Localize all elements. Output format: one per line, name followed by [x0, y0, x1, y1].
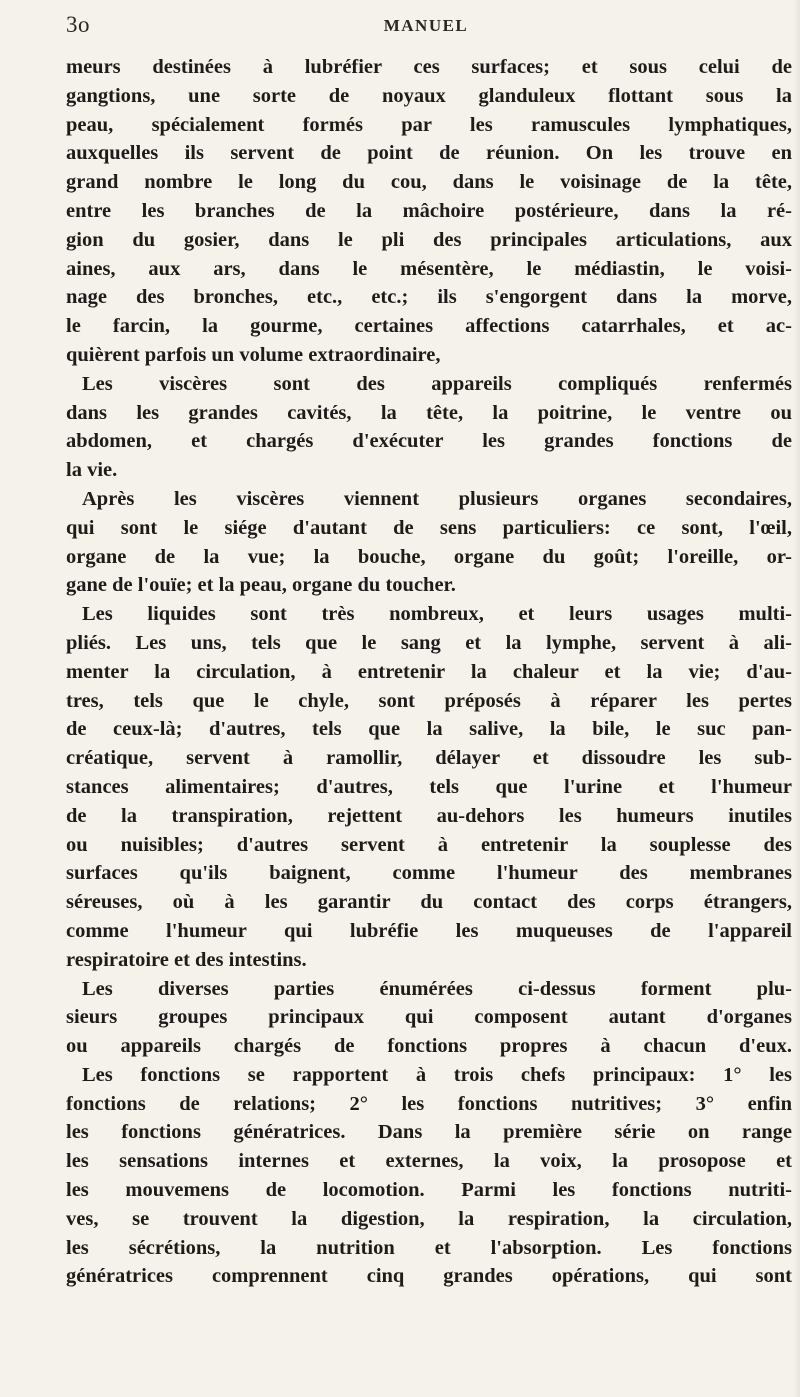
text-line: de la transpiration, rejettent au-dehors les humeurs inutiles: [66, 804, 792, 827]
text-line: auxquelles ils servent de point de réunion. On les trouve en: [66, 142, 792, 165]
text-line: quièrent parfois un volume extraordinaire,: [66, 343, 441, 366]
text-line: les mouvemens de locomotion. Parmi les fonctions nutriti-: [66, 1179, 792, 1202]
text-line: sieurs groupes principaux qui composent autant d'organes: [66, 1006, 792, 1029]
text-line: les sensations internes et externes, la voix, la prosopose et: [66, 1150, 792, 1173]
text-line: comme l'humeur qui lubréfie les muqueuses de l'appareil: [66, 919, 792, 942]
paragraph-start-line: Après les viscères viennent plusieurs organes secondaires,: [82, 487, 792, 510]
text-line: gane de l'ouïe; et la peau, organe du toucher.: [66, 574, 456, 597]
paragraph-start-line: Les liquides sont très nombreux, et leurs usages multi-: [82, 603, 792, 626]
text-line: stances alimentaires; d'autres, tels que l'urine et l'humeur: [66, 775, 792, 798]
text-line: respiratoire et des intestins.: [66, 948, 307, 971]
text-line: nage des bronches, etc., etc.; ils s'engorgent dans la morve,: [66, 286, 792, 309]
text-line: aines, aux ars, dans le mésentère, le médiastin, le voisi-: [66, 257, 792, 280]
text-line: tres, tels que le chyle, sont préposés à réparer les pertes: [66, 689, 792, 712]
text-line: meurs destinées à lubréfier ces surfaces; et sous celui de: [66, 56, 792, 78]
page-edge-shadow: [794, 0, 800, 1397]
running-title: MANUEL: [383, 16, 469, 35]
text-line: ves, se trouvent la digestion, la respiration, la circulation,: [66, 1207, 792, 1230]
text-line: surfaces qu'ils baignent, comme l'humeur des membranes: [66, 862, 792, 885]
text-line: menter la circulation, à entretenir la chaleur et la vie; d'au-: [66, 660, 792, 683]
text-line: grand nombre le long du cou, dans le voisinage de la tête,: [66, 171, 792, 194]
text-line: fonctions de relations; 2° les fonctions nutritives; 3° enfin: [66, 1092, 792, 1115]
text-line: entre les branches de la mâchoire postérieure, dans la ré-: [66, 199, 792, 222]
text-line: génératrices comprennent cinq grandes opérations, qui sont: [66, 1265, 792, 1288]
text-line: les fonctions génératrices. Dans la première série on range: [66, 1121, 792, 1144]
paragraph-start-line: Les fonctions se rapportent à trois chefs principaux: 1° les: [82, 1063, 792, 1086]
text-line: de ceux-là; d'autres, tels que la salive, la bile, le suc pan-: [66, 718, 792, 741]
text-line: pliés. Les uns, tels que le sang et la lymphe, servent à ali-: [66, 631, 792, 654]
text-line: abdomen, et chargés d'exécuter les grandes fonctions de: [66, 430, 792, 453]
text-line: qui sont le siége d'autant de sens particuliers: ce sont, l'œil,: [66, 516, 792, 539]
paragraph-start-line: Les viscères sont des appareils compliqués renfermés: [82, 372, 792, 395]
paragraph-start-line: Les diverses parties énumérées ci-dessus forment plu-: [82, 977, 792, 1000]
text-line: ou nuisibles; d'autres servent à entretenir la souplesse des: [66, 833, 792, 856]
text-line: dans les grandes cavités, la tête, la poitrine, le ventre ou: [66, 401, 792, 424]
text-line: gangtions, une sorte de noyaux glanduleux flottant sous la: [66, 84, 792, 107]
text-line: séreuses, où à les garantir du contact des corps étrangers,: [66, 891, 792, 914]
text-line: créatique, servent à ramollir, délayer et dissoudre les sub-: [66, 747, 792, 770]
text-line: le farcin, la gourme, certaines affections catarrhales, et ac-: [66, 315, 792, 338]
text-line: les sécrétions, la nutrition et l'absorption. Les fonctions: [66, 1236, 792, 1259]
page-number: 3o: [66, 12, 90, 37]
text-line: peau, spécialement formés par les ramuscules lymphatiques,: [66, 113, 792, 136]
text-line: ou appareils chargés de fonctions propres à chacun d'eux.: [66, 1035, 792, 1058]
body-text: [66, 53, 792, 1291]
text-line: la vie.: [66, 459, 118, 482]
text-line: organe de la vue; la bouche, organe du goût; l'oreille, or-: [66, 545, 792, 568]
running-head: [66, 10, 786, 42]
text-line: gion du gosier, dans le pli des principales articulations, aux: [66, 228, 792, 251]
